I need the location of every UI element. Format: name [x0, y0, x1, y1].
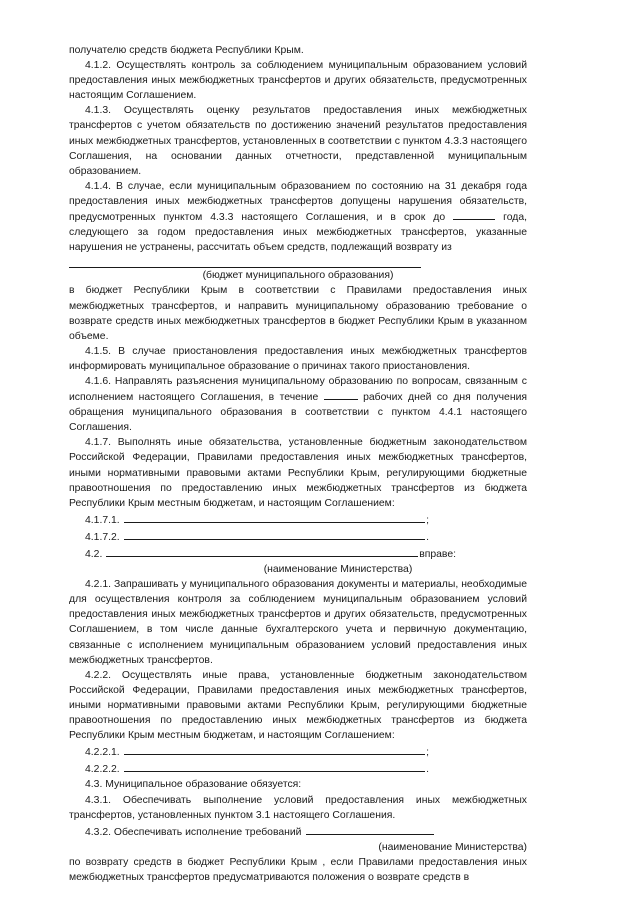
paragraph-4-1-2: 4.1.2. Осуществлять контроль за соблюдением муниципальным образованием условий предоставления иных межбюджетных трансфертов и других обязательств, предусмотренных настоящим Соглашением. [69, 60, 527, 102]
document-page [69, 43, 527, 885]
paragraph-4-1-4 [69, 179, 527, 255]
paragraph-4-1-3: 4.1.3. Осуществлять оценку результатов предоставления иных межбюджетных трансфертов с учетом обязательств по достижению значений результатов предоставления иных межбюджетных трансфертов, установленных в соответствии с пунктом 4.3.3 настоящего Соглашения, на основании данных отчетности, представленной муниципальным образованием. [69, 105, 527, 177]
deadline-blank [453, 209, 495, 220]
paragraph-4-1-7: 4.1.7. Выполнять иные обязательства, установленные бюджетным законодательством Российской Федерации, Правилами предоставления иных межбюджетных трансфертов, иными нормативными правовыми актами Республики Крым, регулирующими бюджетные правоотношения по предоставлению иных межбюджетных трансфертов из бюджета Республики Крым местным бюджетам, и настоящим Соглашением: [69, 437, 527, 509]
item-end: вправе: [419, 549, 456, 560]
paragraph-4-3-1: 4.3.1. Обеспечивать выполнение условий предоставления иных межбюджетных трансфертов, установленных пунктом 3.1 настоящего Соглашения. [69, 794, 527, 821]
item-number: 4.2.2.2. [85, 764, 120, 776]
item-text: 4.3.2. Обеспечивать исполнение требований [85, 826, 302, 838]
days-blank [324, 389, 358, 400]
paragraph-4-2-1: 4.2.1. Запрашивать у муниципального образования документы и материалы, необходимые для осуществления контроля за соблюдением муниципальным образованием условий предоставления иных межбюджетных трансфертов и других обязательств, предусмотренных Соглашением, в том числе данные бухгалтерского учета и первичную документацию, связанные с исполнением муниципальным образованием условий предоставления иных межбюджетных трансфертов. [69, 579, 527, 666]
caption-ministry: (наименование Министерства) [263, 564, 413, 576]
paragraph-4-1-6 [69, 374, 527, 435]
item-number: 4.1.7.1. [85, 514, 120, 526]
item-end: . [426, 764, 429, 776]
item-end: ; [426, 747, 429, 759]
budget-mo-blank [69, 255, 421, 268]
item-number: 4.1.7.2. [85, 531, 120, 543]
item-end: . [426, 531, 429, 543]
item-4-2-2-2 [69, 760, 527, 777]
paragraph-4-1-6-part2: рабочих дней со дня получения обращения муниципального образования в соответствии с пунктом 4.4.1 настоящего Соглашения. [69, 392, 528, 434]
item-end: ; [426, 514, 429, 526]
item-number: 4.2.2.1. [85, 747, 120, 759]
paragraph-4-3: 4.3. Муниципальное образование обязуется: [85, 779, 302, 791]
fill-line [306, 823, 435, 835]
fill-line [124, 528, 425, 540]
paragraph-4-1-6-part1: 4.1.6. Направлять разъяснения муниципальному образованию по вопросам, связанным с исполнением настоящего Соглашения, в течение [69, 375, 527, 404]
paragraph-4-1-4-part1: 4.1.4. В случае, если муниципальным образованием по состоянию на 31 декабря года предоставления иных межбюджетных трансфертов допущены нарушения обязательств, предусмотренных пунктом 4.3.3 настоящего Соглашения, и в срок до [69, 180, 527, 224]
paragraph-4-1-4-part2: года, следующего за годом предоставления иных межбюджетных трансфертов, указанные нарушения не устранены, рассчитать объем средств, подлежащий возврату из [69, 212, 528, 254]
paragraph-4-3-2 [69, 823, 527, 840]
paragraph-4-3-2-continued: по возврату средств в бюджет Республики Крым , если Правилами предоставления иных межбюджетных трансфертов предусматриваются положения о возврате средств в [69, 856, 527, 883]
paragraph-4-1-1-end: получателю средств бюджета Республики Крым. [69, 45, 304, 56]
paragraph-4-1-5: 4.1.5. В случае приостановления предоставления иных межбюджетных трансфертов информировать муниципальное образование о причинах такого приостановления. [69, 345, 527, 372]
caption-ministry-2: (наименование Министерства) [378, 841, 527, 853]
caption-budget-mo: (бюджет муниципального образования) [202, 270, 394, 282]
item-4-1-7-2 [69, 528, 527, 545]
item-4-2 [69, 545, 527, 562]
fill-line [124, 743, 425, 755]
fill-line [124, 511, 425, 523]
paragraph-4-2-2: 4.2.2. Осуществлять иные права, установленные бюджетным законодательством Российской Федерации, Правилами предоставления иных межбюджетных трансфертов, иными нормативными правовыми актами Республики Крым, регулирующими бюджетные правоотношения по предоставлению иных межбюджетных трансфертов из бюджета Республики Крым местным бюджетам, и настоящим Соглашением: [69, 669, 527, 742]
fill-line [124, 760, 425, 772]
fill-line [106, 545, 418, 557]
item-number: 4.2. [85, 549, 103, 560]
paragraph-4-1-4-continued: в бюджет Республики Крым в соответствии с Правилами предоставления иных межбюджетных трансфертов, и направить муниципальному образованию требование о возврате средств иных межбюджетных трансфертов в бюджет Республики Крым в указанном объеме. [69, 285, 527, 342]
item-4-2-2-1 [69, 743, 527, 760]
item-4-1-7-1 [69, 511, 527, 528]
